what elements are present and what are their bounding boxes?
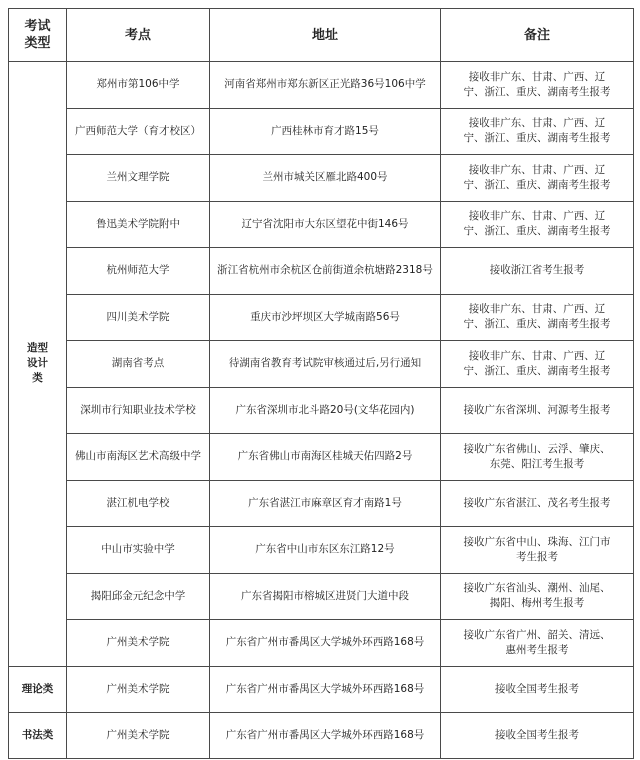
address-cell bbox=[210, 341, 441, 388]
table-row bbox=[9, 573, 634, 620]
note-text: 接收非广东、甘肃、广西、辽宁、浙江、重庆、湖南考生报考 bbox=[463, 349, 611, 377]
address-text: 广东省佛山市南海区桂城天佑四路2号 bbox=[237, 450, 413, 463]
site-cell bbox=[67, 434, 210, 481]
site-text: 广西师范大学（育才校区） bbox=[75, 124, 201, 137]
address-text: 广东省广州市番禺区大学城外环西路168号 bbox=[225, 682, 425, 695]
table-row bbox=[9, 248, 634, 295]
note-text: 接收非广东、甘肃、广西、辽宁、浙江、重庆、湖南考生报考 bbox=[463, 163, 611, 191]
address-text: 广东省广州市番禺区大学城外环西路168号 bbox=[225, 728, 425, 741]
table-row bbox=[9, 712, 634, 758]
site-cell bbox=[67, 108, 210, 155]
address-text: 河南省郑州市郑东新区正光路36号106中学 bbox=[224, 78, 426, 91]
site-text: 广州美术学院 bbox=[106, 682, 170, 695]
header-site-label: 考点 bbox=[124, 27, 151, 43]
table-row bbox=[9, 620, 634, 667]
note-text: 接收非广东、甘肃、广西、辽宁、浙江、重庆、湖南考生报考 bbox=[463, 210, 611, 238]
note-text: 接收广东省汕头、潮州、汕尾、揭阳、梅州考生报考 bbox=[463, 582, 611, 610]
address-text: 广西桂林市育才路15号 bbox=[271, 124, 379, 137]
note-cell bbox=[441, 201, 634, 248]
address-cell bbox=[210, 434, 441, 481]
note-cell bbox=[441, 62, 634, 109]
site-cell bbox=[67, 620, 210, 667]
address-cell bbox=[210, 155, 441, 202]
category-label: 书法类 bbox=[21, 728, 54, 741]
note-text: 接收广东省佛山、云浮、肇庆、东莞、阳江考生报考 bbox=[463, 442, 611, 470]
table-row bbox=[9, 527, 634, 574]
address-text: 广东省中山市东区东江路12号 bbox=[255, 543, 395, 556]
address-cell bbox=[210, 666, 441, 712]
address-text: 广东省湛江市麻章区育才南路1号 bbox=[248, 496, 402, 509]
site-cell bbox=[67, 480, 210, 527]
address-cell bbox=[210, 201, 441, 248]
address-cell bbox=[210, 248, 441, 295]
site-cell bbox=[67, 387, 210, 434]
exam-site-table bbox=[8, 8, 634, 759]
note-text: 接收广东省中山、珠海、江门市考生报考 bbox=[463, 535, 611, 563]
site-text: 广州美术学院 bbox=[106, 728, 170, 741]
site-text: 湖南省考点 bbox=[111, 357, 165, 370]
table-row bbox=[9, 62, 634, 109]
site-text: 郑州市第106中学 bbox=[96, 78, 180, 91]
header-category-label: 考试 类型 bbox=[24, 19, 51, 51]
address-text: 广东省揭阳市榕城区进贤门大道中段 bbox=[241, 589, 409, 602]
address-text: 重庆市沙坪坝区大学城南路56号 bbox=[250, 310, 400, 323]
note-cell bbox=[441, 480, 634, 527]
site-cell bbox=[67, 666, 210, 712]
note-cell bbox=[441, 248, 634, 295]
note-cell bbox=[441, 341, 634, 388]
site-text: 广州美术学院 bbox=[106, 636, 170, 649]
address-cell bbox=[210, 527, 441, 574]
note-cell bbox=[441, 294, 634, 341]
note-cell bbox=[441, 573, 634, 620]
table-row bbox=[9, 341, 634, 388]
note-text: 接收广东省湛江、茂名考生报考 bbox=[463, 496, 611, 509]
category-label: 理论类 bbox=[21, 682, 54, 695]
table-row bbox=[9, 666, 634, 712]
site-cell bbox=[67, 201, 210, 248]
table-row bbox=[9, 201, 634, 248]
note-cell bbox=[441, 108, 634, 155]
note-cell bbox=[441, 620, 634, 667]
note-text: 接收浙江省考生报考 bbox=[489, 264, 585, 277]
header-note bbox=[441, 9, 634, 62]
address-text: 待湖南省教育考试院审核通过后,另行通知 bbox=[228, 357, 422, 370]
note-text: 接收非广东、甘肃、广西、辽宁、浙江、重庆、湖南考生报考 bbox=[463, 70, 611, 98]
header-row bbox=[9, 9, 634, 62]
site-text: 中山市实验中学 bbox=[101, 543, 175, 556]
header-address bbox=[210, 9, 441, 62]
address-text: 广东省广州市番禺区大学城外环西路168号 bbox=[225, 636, 425, 649]
note-cell bbox=[441, 666, 634, 712]
address-cell bbox=[210, 620, 441, 667]
table-row bbox=[9, 155, 634, 202]
header-site bbox=[67, 9, 210, 62]
table-row bbox=[9, 387, 634, 434]
header-note-label: 备注 bbox=[523, 27, 550, 43]
header-category bbox=[9, 9, 67, 62]
site-text: 佛山市南海区艺术高级中学 bbox=[75, 450, 201, 463]
table-row bbox=[9, 480, 634, 527]
site-cell bbox=[67, 712, 210, 758]
note-cell bbox=[441, 387, 634, 434]
site-cell bbox=[67, 527, 210, 574]
address-text: 广东省深圳市北斗路20号(文华花园内) bbox=[235, 403, 415, 416]
category-cell bbox=[9, 666, 67, 712]
note-text: 接收全国考生报考 bbox=[495, 728, 579, 741]
site-cell bbox=[67, 573, 210, 620]
site-text: 湛江机电学校 bbox=[106, 496, 170, 509]
address-cell bbox=[210, 62, 441, 109]
address-text: 浙江省杭州市余杭区仓前街道余杭塘路2318号 bbox=[217, 264, 433, 277]
site-text: 深圳市行知职业技术学校 bbox=[80, 403, 196, 416]
note-cell bbox=[441, 527, 634, 574]
site-cell bbox=[67, 248, 210, 295]
note-cell bbox=[441, 712, 634, 758]
category-label: 造型 设计 类 bbox=[27, 342, 48, 385]
note-text: 接收非广东、甘肃、广西、辽宁、浙江、重庆、湖南考生报考 bbox=[463, 303, 611, 331]
address-cell bbox=[210, 387, 441, 434]
site-cell bbox=[67, 341, 210, 388]
address-cell bbox=[210, 573, 441, 620]
address-cell bbox=[210, 712, 441, 758]
category-cell bbox=[9, 62, 67, 667]
address-cell bbox=[210, 480, 441, 527]
site-cell bbox=[67, 294, 210, 341]
site-text: 揭阳邱金元纪念中学 bbox=[90, 589, 186, 602]
table-row bbox=[9, 108, 634, 155]
note-cell bbox=[441, 155, 634, 202]
note-text: 接收非广东、甘肃、广西、辽宁、浙江、重庆、湖南考生报考 bbox=[463, 117, 611, 145]
table-row bbox=[9, 434, 634, 481]
address-cell bbox=[210, 294, 441, 341]
site-text: 杭州师范大学 bbox=[106, 264, 170, 277]
site-text: 四川美术学院 bbox=[106, 310, 170, 323]
note-cell bbox=[441, 434, 634, 481]
header-address-label: 地址 bbox=[311, 27, 338, 43]
table-body bbox=[9, 62, 634, 759]
site-cell bbox=[67, 155, 210, 202]
address-text: 辽宁省沈阳市大东区望花中街146号 bbox=[241, 217, 409, 230]
address-text: 兰州市城关区雁北路400号 bbox=[262, 171, 388, 184]
site-text: 鲁迅美术学院附中 bbox=[96, 217, 180, 230]
address-cell bbox=[210, 108, 441, 155]
note-text: 接收全国考生报考 bbox=[495, 682, 579, 695]
site-cell bbox=[67, 62, 210, 109]
site-text: 兰州文理学院 bbox=[106, 171, 170, 184]
note-text: 接收广东省深圳、河源考生报考 bbox=[463, 403, 611, 416]
note-text: 接收广东省广州、韶关、清远、惠州考生报考 bbox=[463, 628, 611, 656]
category-cell bbox=[9, 712, 67, 758]
table-row bbox=[9, 294, 634, 341]
